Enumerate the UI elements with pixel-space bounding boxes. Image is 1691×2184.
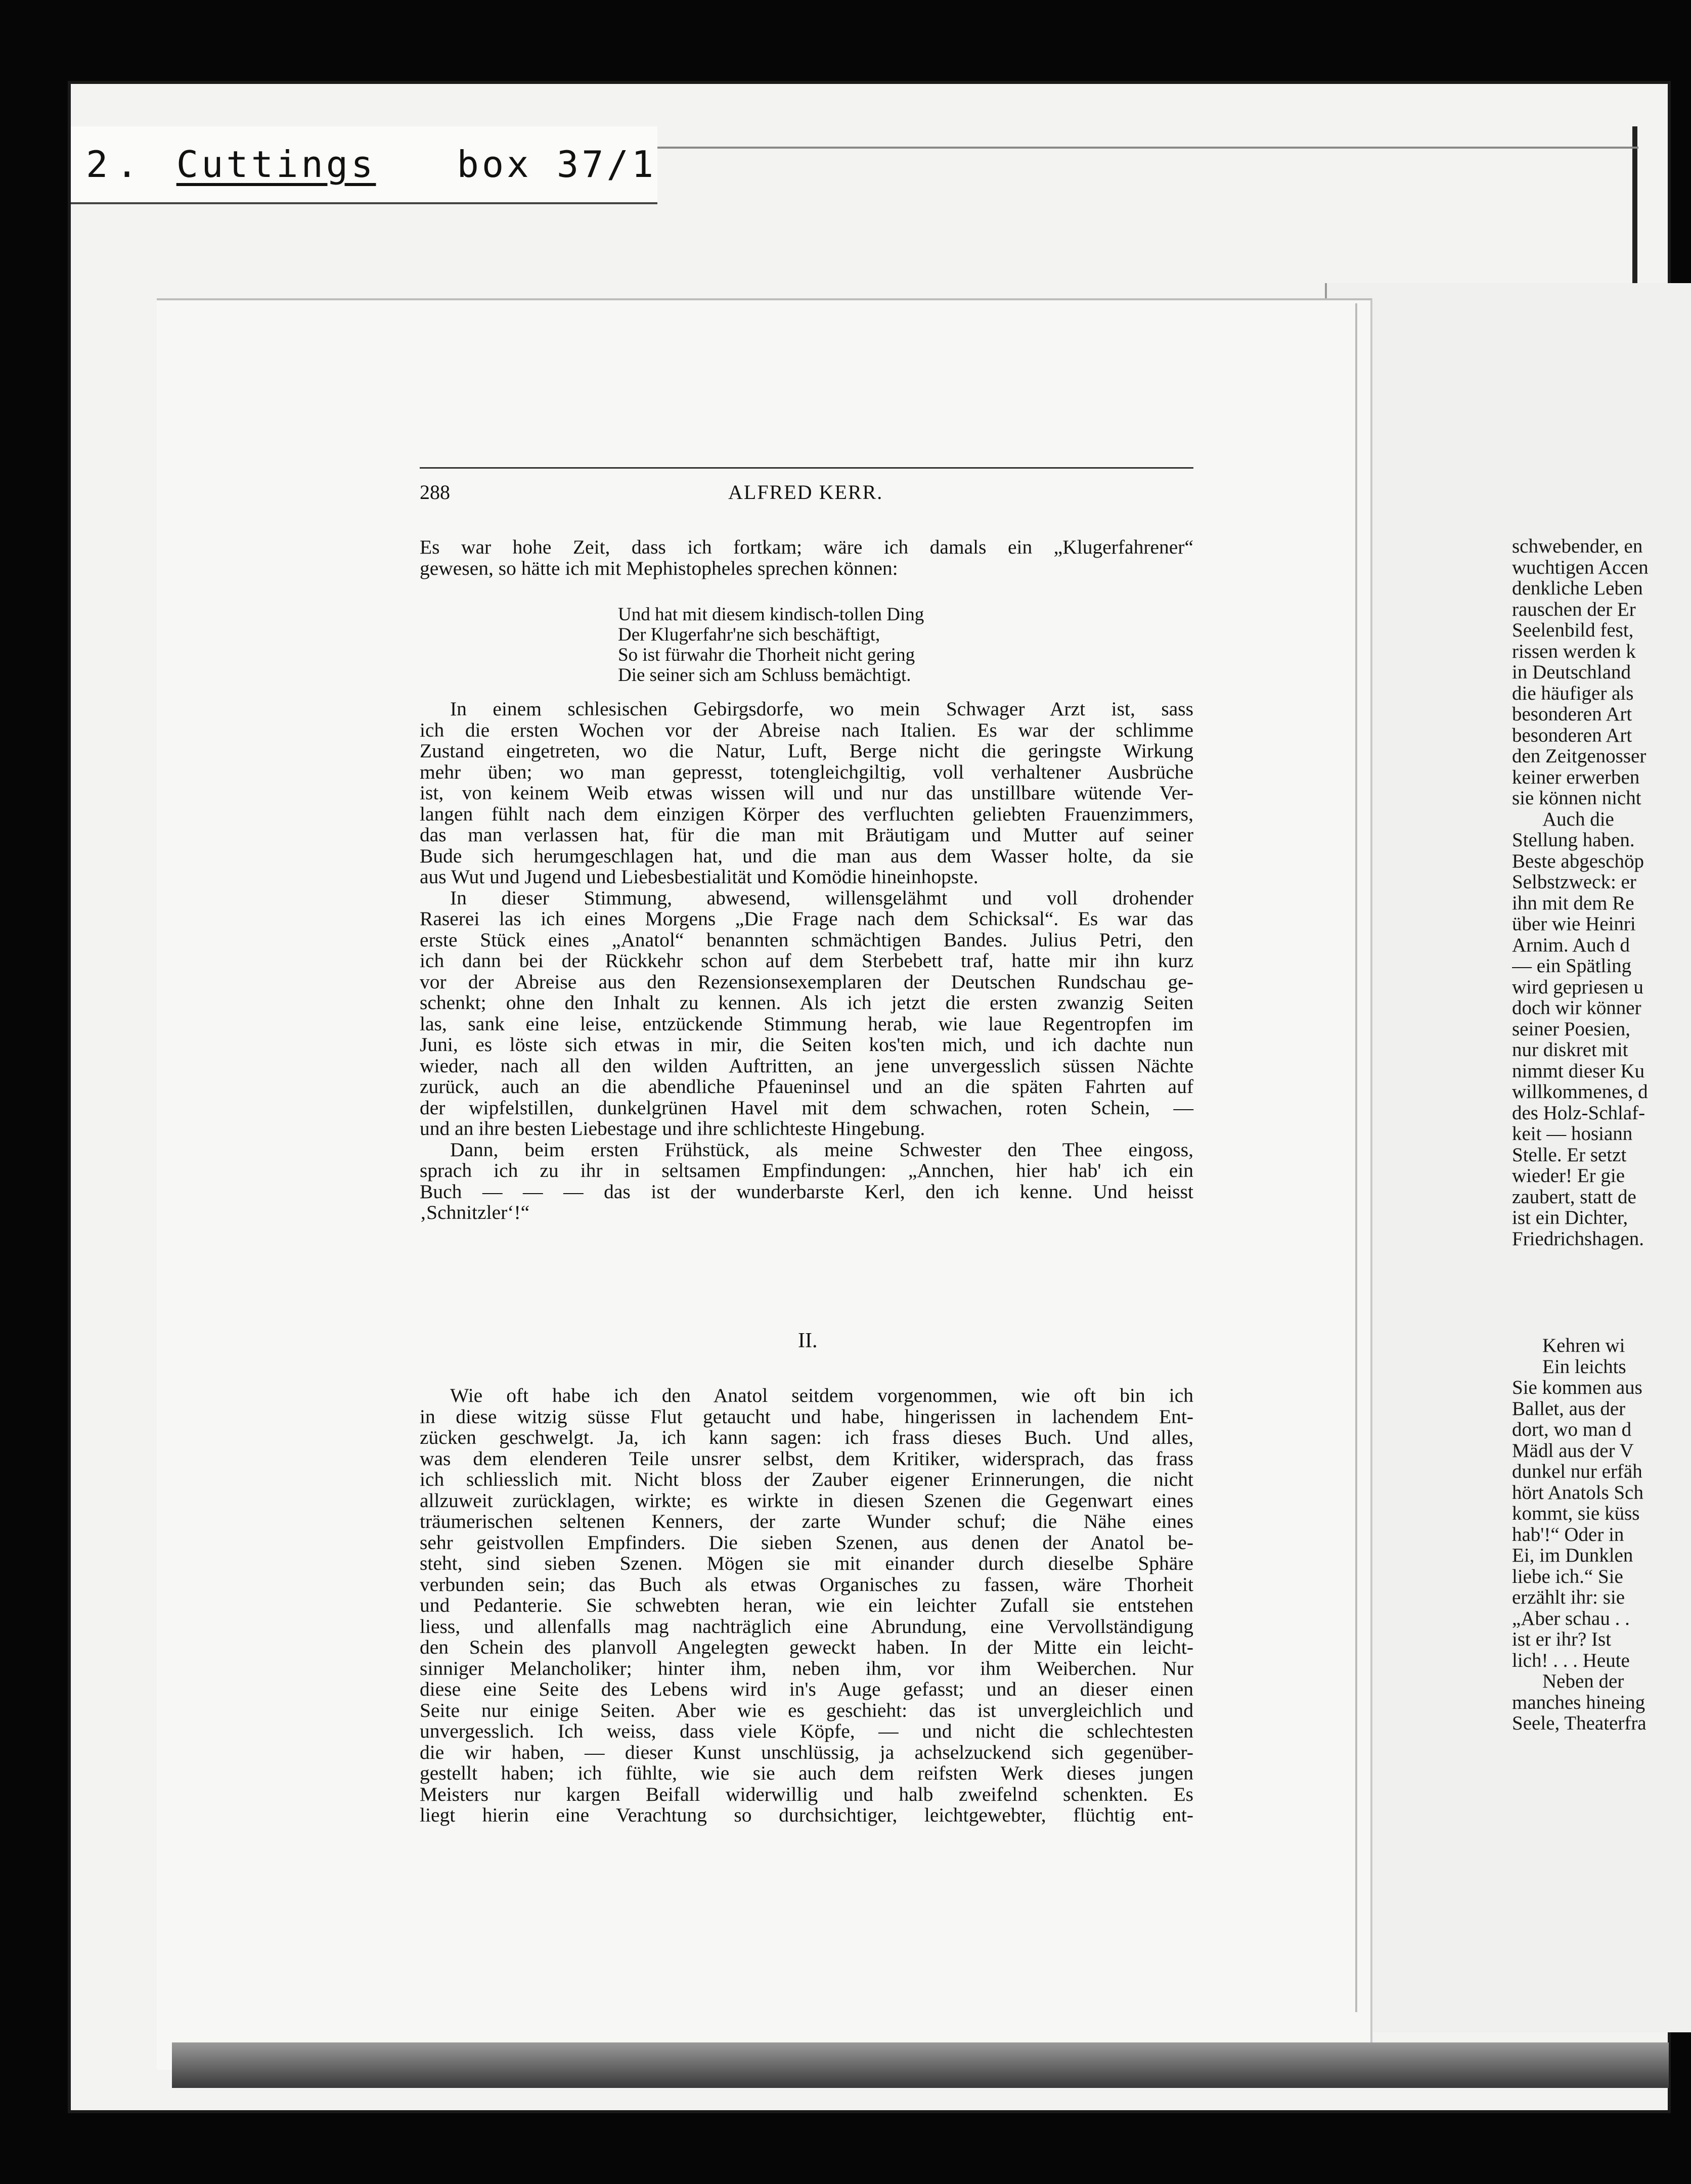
section-number: II. (798, 1329, 818, 1352)
text-line: Bude sich herumgeschlagen hat, und die man aus dem Wasser holte, da sie (420, 844, 1193, 867)
text-line: Juni, es löste sich etwas in mir, die Seiten kos'ten mich, und ich dachte nun (420, 1033, 1193, 1056)
adjacent-line: doch wir könner (1512, 997, 1641, 1019)
text-line: verbunden sein; das Buch als etwas Organisches zu fassen, wäre Thorheit (420, 1573, 1193, 1596)
adjacent-line: dunkel nur erfäh (1512, 1461, 1642, 1482)
text-line: langen fühlt nach dem einzigen Körper des verfluchten geliebten Frauenzimmers, (420, 802, 1193, 825)
adjacent-line: Ballet, aus der (1512, 1397, 1626, 1420)
archive-label (71, 126, 657, 204)
adjacent-line: keiner erwerben (1512, 766, 1640, 788)
verse-line: Der Klugerfahr'ne sich beschäftigt, (618, 624, 880, 645)
text-line: Raserei las ich eines Morgens „Die Frage nach dem Schicksal“. Es war das (420, 907, 1193, 930)
text-line: In dieser Stimmung, abwesend, willensgelähmt und voll drohender (450, 886, 1193, 909)
text-line: zücken geschwelgt. Ja, ich kann sagen: ich frass dieses Buch. Und alles, (420, 1426, 1193, 1448)
adjacent-line: „Aber schau . . (1512, 1607, 1630, 1629)
text-line: steht, sind sieben Szenen. Mögen sie mit einander durch dieselbe Sphäre (420, 1552, 1193, 1574)
adjacent-gap (1512, 1249, 1691, 1335)
adjacent-line: lich! . . . Heute (1512, 1649, 1630, 1671)
verse-quote (618, 605, 924, 686)
text-line: ich schliesslich mit. Nicht bloss der Zauber eigener Erinnerungen, die nicht (420, 1468, 1193, 1490)
adjacent-line: kommt, sie küss (1512, 1503, 1640, 1524)
adjacent-line: — ein Spätling (1512, 955, 1632, 977)
adjacent-line: Neben der (1542, 1670, 1624, 1692)
text-line: Buch — — — das ist der wunderbarste Kerl, den ich kenne. Und heisst (420, 1180, 1193, 1203)
text-line: sehr geistvollen Empfinders. Die sieben Szenen, aus denen der Anatol be- (420, 1531, 1193, 1554)
adjacent-column-top (1512, 536, 1691, 1249)
adjacent-line: Ei, im Dunklen (1512, 1544, 1633, 1566)
adjacent-line: Mädl aus der V (1512, 1439, 1634, 1462)
adjacent-line: denkliche Leben (1512, 577, 1643, 599)
adjacent-line: sie können nicht (1512, 787, 1641, 809)
section-one-text (420, 699, 1193, 1223)
adjacent-line: wuchtigen Accen (1512, 556, 1649, 578)
adjacent-line: Friedrichshagen. (1512, 1227, 1644, 1250)
adjacent-line: den Zeitgenosser (1512, 745, 1647, 767)
verse-line: Die seiner sich am Schluss bemächtigt. (618, 665, 911, 686)
adjacent-line: dort, wo man d (1512, 1419, 1632, 1440)
text-line: ich die ersten Wochen vor der Abreise nach Italien. Es war der schlimme (420, 718, 1193, 741)
text-line: Meisters nur kargen Beifall widerwillig und halb zweifelnd schenkten. Es (420, 1783, 1193, 1805)
adjacent-line: ist er ihr? Ist (1512, 1628, 1612, 1650)
text-line: ist, von keinem Weib etwas wissen will und nur das unstillbare wütende Ver- (420, 782, 1193, 804)
text-line: las, sank eine leise, entzückende Stimmung herab, wie laue Regentropfen im (420, 1012, 1193, 1035)
text-line: ‚Schnitzler‘!“ (420, 1201, 530, 1223)
adjacent-line: Kehren wi (1542, 1335, 1625, 1356)
adjacent-line: Stellung haben. (1512, 829, 1635, 851)
text-line: wieder, nach all den wilden Auftritten, an jene unvergesslich süssen Nächte (420, 1054, 1193, 1077)
page-fold (1355, 303, 1357, 2012)
adjacent-line: Auch die (1542, 808, 1614, 830)
adjacent-line: Sie kommen aus (1512, 1377, 1642, 1398)
text-line: ich dann bei der Rückkehr schon auf dem Sterbebett traf, hatte mir ihn kurz (420, 949, 1193, 972)
adjacent-line: ist ein Dichter, (1512, 1207, 1628, 1228)
adjacent-line: zaubert, statt de (1512, 1186, 1636, 1208)
running-head: ALFRED KERR. (728, 481, 883, 504)
text-line: erste Stück eines „Anatol“ benannten schmächtigen Bandes. Julius Petri, den (420, 928, 1193, 951)
text-line: allzuweit zurücklagen, wirkte; es wirkte in diesen Szenen die Gegenwart eines (420, 1489, 1193, 1512)
text-line: Dann, beim ersten Frühstück, als meine Schwester den Thee eingoss, (450, 1138, 1193, 1161)
header-rule-top (420, 467, 1193, 469)
adjacent-line: rauschen der Er (1512, 598, 1636, 620)
text-line: liegt hierin eine Verachtung so durchsichtiger, leichtgewebter, flüchtig ent- (420, 1804, 1193, 1826)
adjacent-line: die häufiger als (1512, 682, 1634, 704)
label-box: box 37/1 (457, 143, 657, 186)
label-number: 2 (86, 143, 111, 186)
text-line: sinniger Melancholiker; hinter ihm, neben ihm, vor ihm Weiberchen. Nur (420, 1657, 1193, 1679)
text-line: vor der Abreise aus den Rezensionsexemplaren der Deutschen Rundschau ge- (420, 970, 1193, 993)
adjacent-line: über wie Heinri (1512, 913, 1636, 935)
text-line: träumerischen seltenen Kenners, der zarte Wunder schuf; die Nähe eines (420, 1510, 1193, 1532)
page-number: 288 (420, 481, 450, 504)
adjacent-column-bottom (1512, 1335, 1691, 1734)
text-line: Es war hohe Zeit, dass ich fortkam; wäre ich damals ein „Klugerfahrener“ (420, 536, 1193, 558)
adjacent-line: hab'!“ Oder in (1512, 1523, 1624, 1545)
text-line: den Schein des planvoll Angelegten geweckt haben. In der Mitte ein leicht- (420, 1636, 1193, 1658)
label-dot: . (116, 143, 141, 186)
adjacent-line: besonderen Art (1512, 724, 1632, 746)
verse-line: Und hat mit diesem kindisch-tollen Ding (618, 604, 924, 625)
text-line: die wir haben, — dieser Kunst unschlüssig, ja achselzuckend sich gegenüber- (420, 1741, 1193, 1763)
text-line: das man verlassen hat, für die man mit Bräutigam und Mutter auf seiner (420, 824, 1193, 846)
adjacent-line: Stelle. Er setzt (1512, 1144, 1627, 1166)
adjacent-line: nur diskret mit (1512, 1039, 1628, 1061)
adjacent-page-text (1512, 536, 1691, 1734)
adjacent-line: liebe ich.“ Sie (1512, 1565, 1623, 1587)
text-line: und Pedanterie. Sie schwebten heran, wie ein leichter Zufall sie entstehen (420, 1594, 1193, 1616)
text-line: und an ihre besten Liebestage und ihre schlichteste Hingebung. (420, 1117, 925, 1140)
adjacent-line: rissen werden k (1512, 640, 1636, 662)
label-cuttings: Cuttings (176, 143, 376, 186)
adjacent-line: wird gepriesen u (1512, 976, 1643, 998)
intro-paragraph (420, 537, 1193, 579)
text-line: Seite nur einige Seiten. Aber wie es geschieht: das ist unvergleichlich und (420, 1699, 1193, 1721)
text-line: schenkt; ohne den Inhalt zu kennen. Als ich jetzt die ersten zwanzig Seiten (420, 991, 1193, 1014)
label-rule (657, 147, 1638, 149)
adjacent-line: Beste abgeschöp (1512, 850, 1644, 872)
adjacent-line: willkommenes, d (1512, 1081, 1648, 1103)
text-line: der wipfelstillen, dunkelgrünen Havel mit dem schwachen, roten Schein, — (420, 1096, 1193, 1119)
adjacent-line: besonderen Art (1512, 703, 1632, 725)
adjacent-line: Seele, Theaterfra (1512, 1712, 1647, 1734)
adjacent-line: des Holz-Schlaf- (1512, 1102, 1645, 1124)
text-line: Zustand eingetreten, wo die Natur, Luft, Berge nicht die geringste Wirkung (420, 740, 1193, 762)
text-line: in diese witzig süsse Flut getaucht und habe, hingerissen in lachendem Ent- (420, 1405, 1193, 1428)
adjacent-line: erzählt ihr: sie (1512, 1586, 1625, 1608)
adjacent-line: Arnim. Auch d (1512, 934, 1630, 956)
adjacent-line: wieder! Er gie (1512, 1165, 1625, 1187)
adjacent-line: Ein leichts (1542, 1355, 1626, 1378)
text-line: was dem elenderen Teile unsrer selbst, dem Kritiker, widersprach, das frass (420, 1447, 1193, 1470)
adjacent-line: hört Anatols Sch (1512, 1481, 1643, 1504)
adjacent-line: keit — hosiann (1512, 1123, 1633, 1145)
text-line: unvergesslich. Ich weiss, dass viele Köpfe, — und nicht die schlechtesten (420, 1720, 1193, 1742)
text-line: sprach ich zu ihr in seltsamen Empfindungen: „Annchen, hier hab' ich ein (420, 1159, 1193, 1181)
text-line: liess, und allenfalls mag nachträglich eine Abrundung, eine Vervollständigung (420, 1615, 1193, 1637)
text-line: aus Wut und Jugend und Liebesbestialität und Komödie hineinhopste. (420, 866, 978, 888)
text-line: gestellt haben; ich fühlte, wie sie auch dem reifsten Werk dieses jungen (420, 1762, 1193, 1784)
adjacent-line: Selbstzweck: er (1512, 871, 1636, 893)
text-line: mehr üben; wo man gepresst, totengleichgiltig, voll verhaltener Ausbrüche (420, 760, 1193, 783)
adjacent-line: ihn mit dem Re (1512, 892, 1634, 914)
text-line: Wie oft habe ich den Anatol seitdem vorgenommen, wie oft bin ich (450, 1384, 1193, 1406)
adjacent-line: Seelenbild fest, (1512, 619, 1634, 641)
text-line: In einem schlesischen Gebirgsdorfe, wo mein Schwager Arzt ist, sass (450, 698, 1193, 720)
adjacent-line: seiner Poesien, (1512, 1018, 1630, 1040)
bottom-edge-shadow (172, 2042, 1669, 2088)
adjacent-line: nimmt dieser Ku (1512, 1060, 1645, 1082)
text-line: diese eine Seite des Lebens wird in's Auge gefasst; und an dieser einen (420, 1678, 1193, 1700)
adjacent-line: in Deutschland (1512, 661, 1631, 683)
adjacent-line: schwebender, en (1512, 536, 1643, 557)
text-line: gewesen, so hätte ich mit Mephistopheles sprechen können: (420, 557, 898, 579)
adjacent-line: manches hineing (1512, 1691, 1645, 1713)
verse-line: So ist fürwahr die Thorheit nicht gering (618, 645, 915, 665)
section-two-text (420, 1385, 1193, 1826)
text-line: zurück, auch an die abendliche Pfaueninsel und an die späten Fahrten auf (420, 1075, 1193, 1098)
